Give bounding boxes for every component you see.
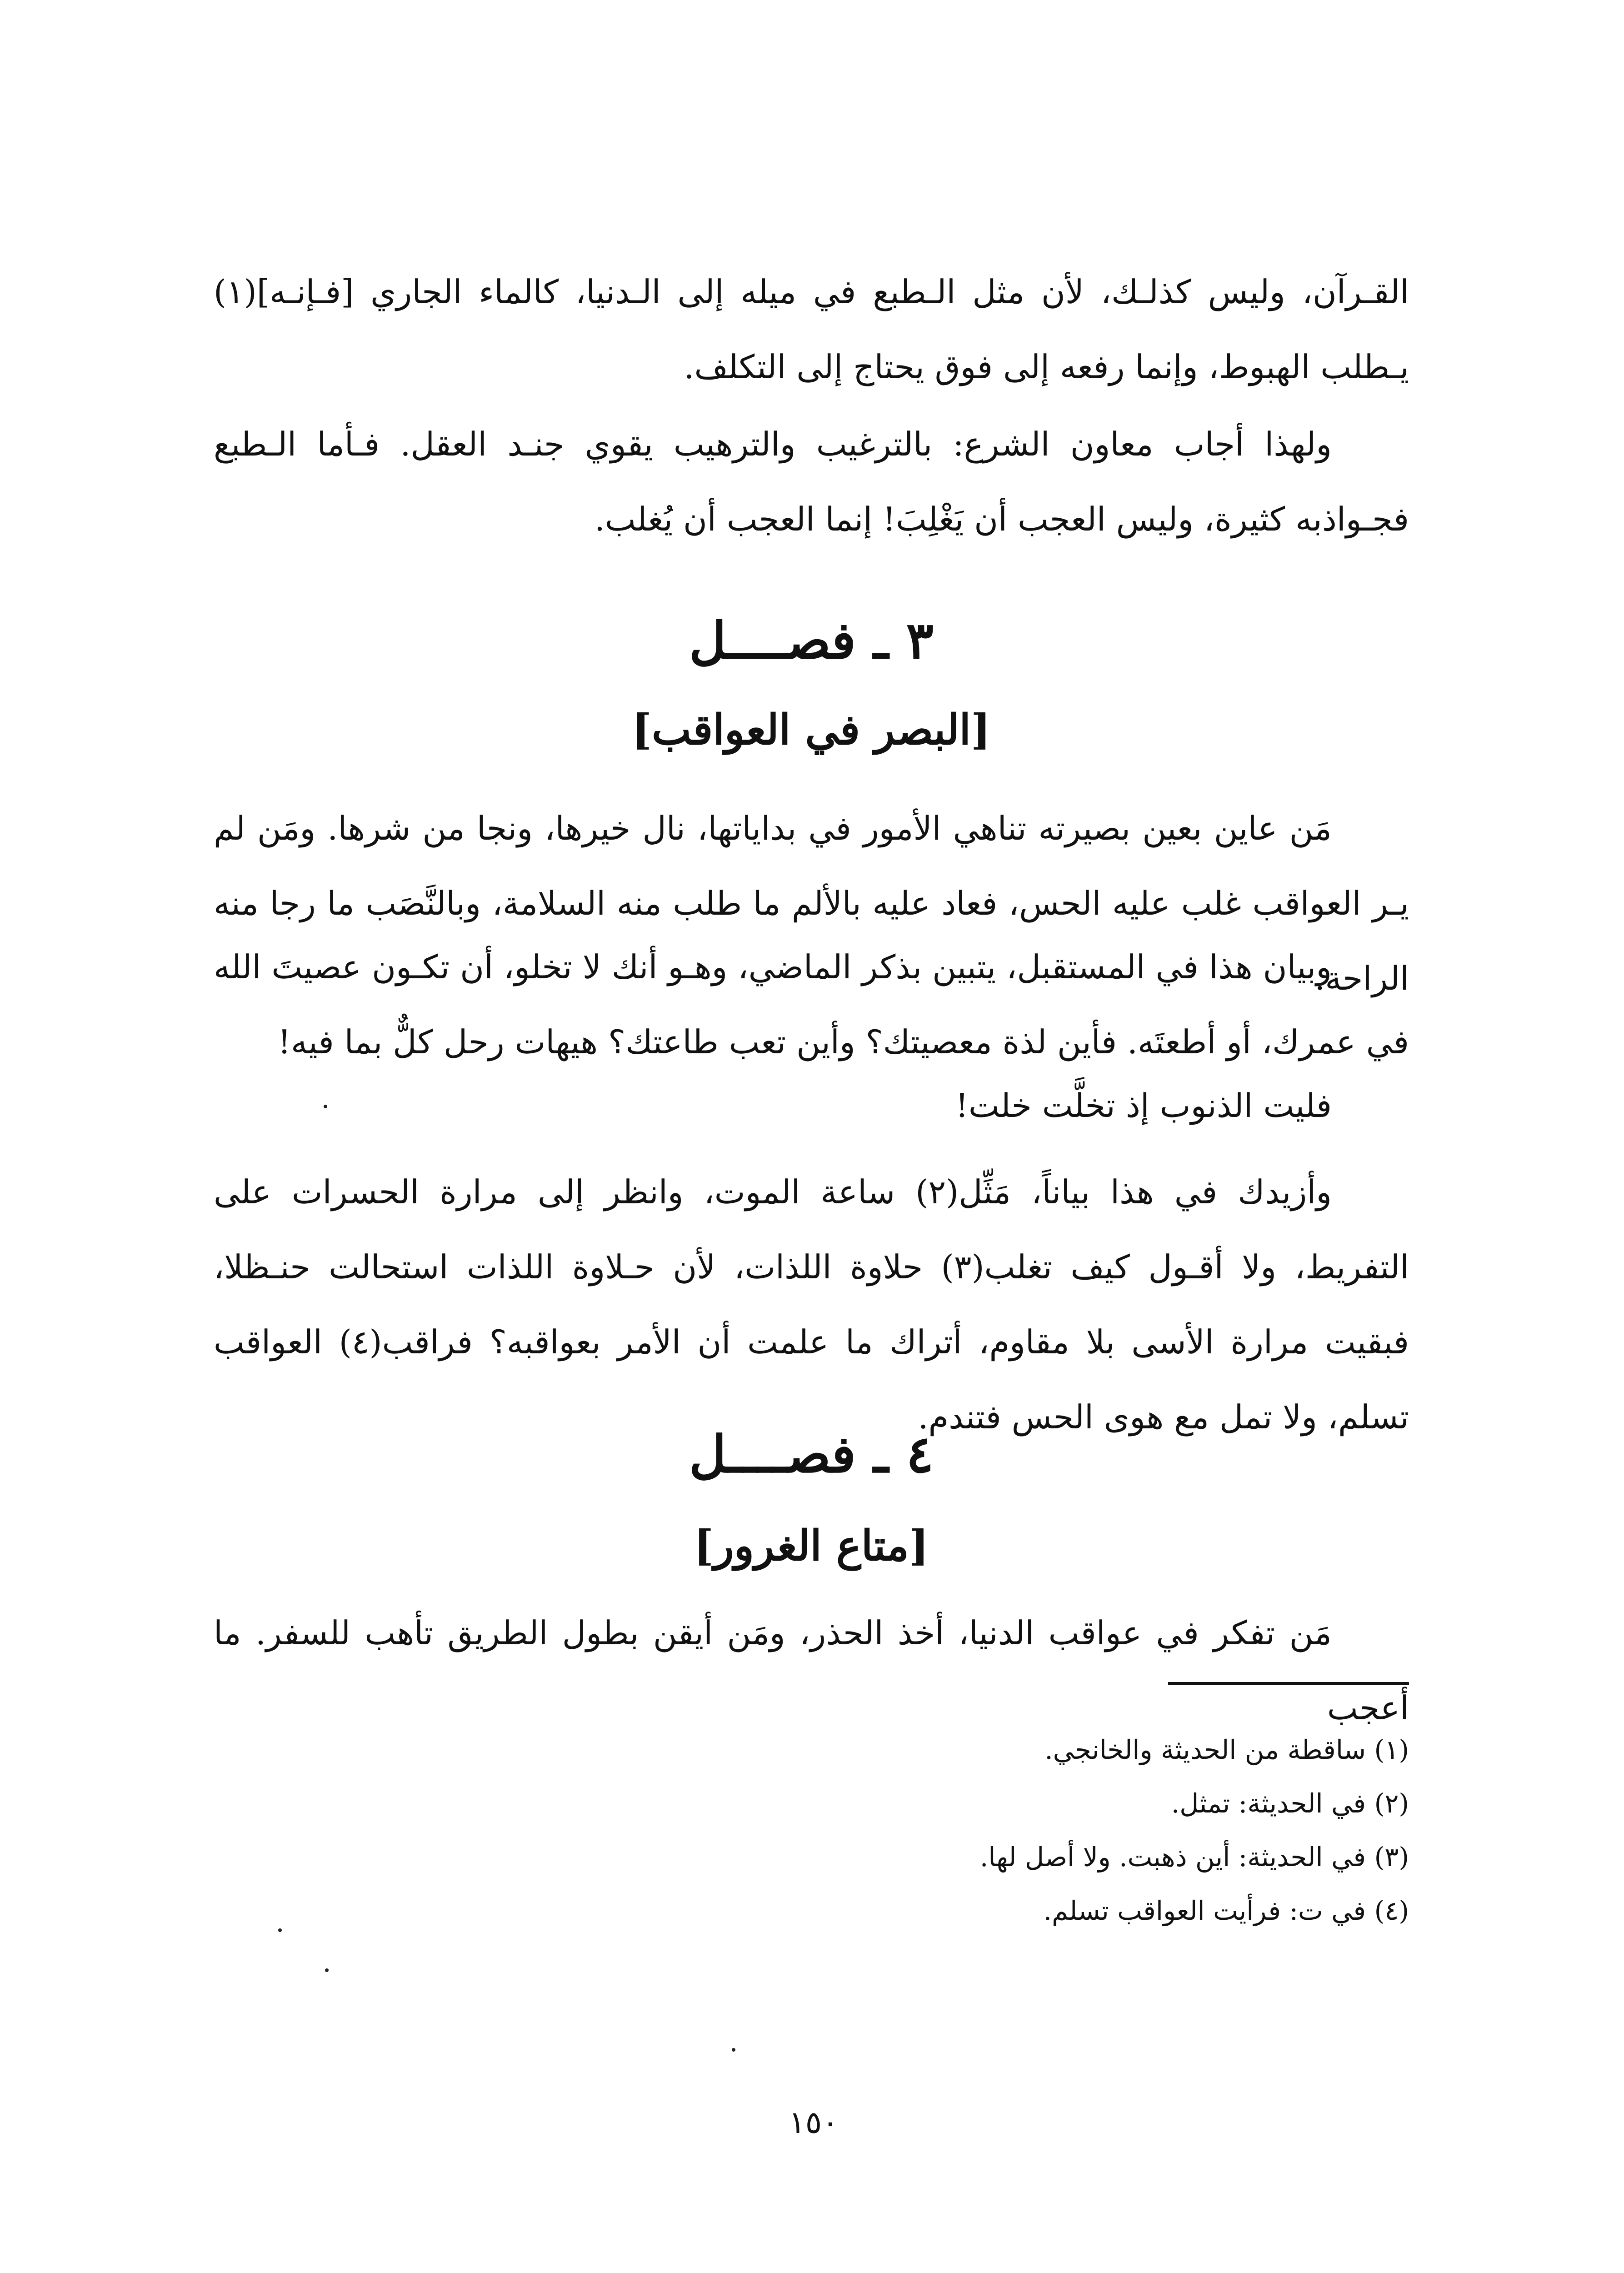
paragraph-2: ولهذا أجاب معاون الشرع: بالترغيب والترهيب يقوي جنـد العقل. فـأما الـطبع فجـواذبه كثيرة، وليس العجب أن يَغْلِبَ! إنما العجب أن يُغلب.	[214, 425, 1409, 538]
paragraph-6-container	[214, 1155, 1409, 1455]
paragraph-1: القـرآن، وليس كذلـك، لأن مثل الـطبع في ميله إلى الـدنيا، كالماء الجاري [فـإنـه](١) يـطلب الهبوط، وإنما رفعه إلى فوق يحتاج إلى التكلف.	[214, 273, 1409, 386]
paragraph-3: مَن عاين بعين بصيرته تناهي الأمور في بداياتها، نال خيرها، ونجا من شرها. ومَن لم يـر العواقب غلب عليه الحس، فعاد عليه بالألم ما طلب منه السلامة، وبالنَّصَب ما رجا منه الراحة.	[214, 809, 1409, 997]
paragraph-1-container	[214, 255, 1409, 405]
page-number: ١٥٠	[789, 2105, 839, 2141]
section-3-heading: ٣ ـ فصــــل	[689, 611, 934, 671]
footnote-separator	[1168, 1682, 1409, 1685]
paragraph-5: فليت الذنوب إذ تخلَّت خلت!	[955, 1086, 1332, 1125]
scan-speck	[324, 1105, 327, 1108]
paragraph-6: وأزيدك في هذا بياناً، مَثِّل(٢) ساعة الموت، وانظر إلى مرارة الحسرات على التفريط، ولا أقـول كيف تغلب(٣) حلاوة اللذات، لأن حـلاوة اللذات استحالت حنـظلا، فبقيت مرارة الأسى بلا مقاوم، أتراك ما علمت أن الأمر بعواقبه؟ فراقب(٤) العواقب تسلم، ولا تمل مع هوى الحس فتندم.	[214, 1173, 1409, 1436]
paragraph-2-container	[214, 407, 1409, 557]
paragraph-4: وبيان هذا في المستقبل، يتبين بذكر الماضي، وهـو أنك لا تخلو، أن تكـون عصيتَ الله في عمرك، أو أطعتَه. فأين لذة معصيتك؟ وأين تعب طاعتك؟ هيهات رحل كلٌّ بما فيه!	[214, 948, 1409, 1061]
section-4-title: [متاع الغرور]	[694, 1521, 929, 1570]
paragraph-7: مَن تفكر في عواقب الدنيا، أخذ الحذر، ومَن أيقن بطول الطريق تأهب للسفر. ما أعجب	[214, 1614, 1409, 1727]
paragraph-4-container	[214, 930, 1409, 1080]
scan-speck	[325, 1968, 329, 1972]
paragraph-5-container	[214, 1068, 1409, 1143]
footnote-2: (٢) في الحديثة: تمثل.	[1171, 1788, 1409, 1819]
footnote-3: (٣) في الحديثة: أين ذهبت. ولا أصل لها.	[979, 1842, 1409, 1872]
footnote-4: (٤) في ت: فرأيت العواقب تسلم.	[1043, 1895, 1409, 1926]
footnote-1: (١) ساقطة من الحديثة والخانجي.	[1044, 1734, 1409, 1765]
scan-speck	[732, 2048, 735, 2052]
footnotes	[727, 1723, 1409, 1938]
scan-speck	[278, 1928, 282, 1932]
section-3-title: [البصر في العواقب]	[632, 705, 991, 754]
section-4-heading: ٤ ـ فصــــل	[689, 1425, 934, 1484]
